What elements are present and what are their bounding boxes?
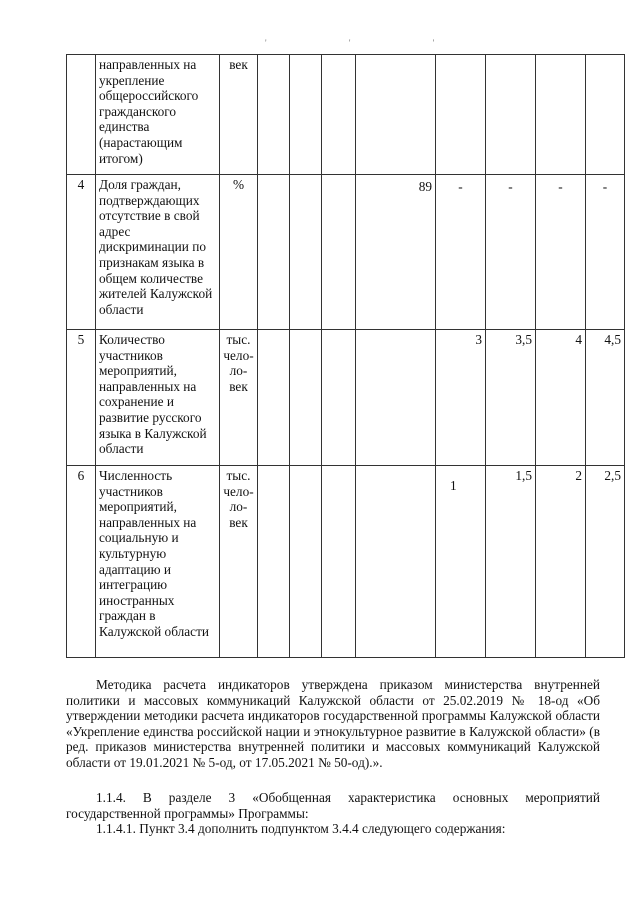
value-cell xyxy=(290,175,322,330)
table-row xyxy=(67,466,625,658)
section-paragraph xyxy=(66,790,600,837)
value-cell xyxy=(258,466,290,658)
value-cell xyxy=(322,175,356,330)
methodology-paragraph xyxy=(66,677,600,771)
value-cell xyxy=(322,466,356,658)
value-cell: 1,5 xyxy=(486,466,536,658)
value-cell xyxy=(536,55,586,175)
value-cell: 2 xyxy=(536,466,586,658)
table-row xyxy=(67,330,625,466)
value-cell: 1 xyxy=(436,466,486,658)
value-cell: - xyxy=(436,175,486,330)
row-number: 6 xyxy=(67,466,96,658)
value-cell: - xyxy=(536,175,586,330)
value-cell xyxy=(258,175,290,330)
row-number xyxy=(67,55,96,175)
scan-marks: ' ' ' xyxy=(265,38,475,48)
unit-cell: тыс. чело-ло-век xyxy=(220,466,258,658)
value-cell xyxy=(258,330,290,466)
value-cell xyxy=(290,466,322,658)
subsection-text: 1.1.4.1. Пункт 3.4 дополнить подпунктом 3.4.4 следующего содержания: xyxy=(96,821,506,837)
table-row xyxy=(67,175,625,330)
value-cell xyxy=(290,330,322,466)
value-cell xyxy=(356,55,436,175)
value-cell xyxy=(290,55,322,175)
value-cell: 2,5 xyxy=(586,466,625,658)
value-cell xyxy=(258,55,290,175)
value-cell: 3,5 xyxy=(486,330,536,466)
unit-cell: тыс. чело-ло-век xyxy=(220,330,258,466)
methodology-text: Методика расчета индикаторов утверждена приказом министерства внутренней политики и массовых коммуникаций Калужской области от 25.02.2019 № 18-од «Об утверждении методики расчета индикаторов государственной программы Калужской области «Укрепление единства российской нации и этнокультурное развитие в Калужской области» (в ред. приказов министерства внутренней политики и массовых коммуникаций Калужской области от 19.01.2021 № 5-од, от 17.05.2021 № 50-од).». xyxy=(66,677,600,770)
value-cell xyxy=(486,55,536,175)
value-cell xyxy=(356,466,436,658)
indicator-name: Количество участников мероприятий, направленных на сохранение и развитие русского языка в Калужской области xyxy=(96,330,220,466)
unit-cell: век xyxy=(220,55,258,175)
unit-cell: % xyxy=(220,175,258,330)
value-cell: 3 xyxy=(436,330,486,466)
section-text: 1.1.4. В разделе 3 «Обобщенная характеристика основных мероприятий государственной программы» Программы: xyxy=(66,790,600,821)
indicator-name: направленных на укрепление общероссийского гражданского единства (нарастающим итогом) xyxy=(96,55,220,175)
value-cell xyxy=(322,55,356,175)
value-cell: - xyxy=(586,175,625,330)
value-cell xyxy=(436,55,486,175)
value-cell: 4 xyxy=(536,330,586,466)
value-cell: 89 xyxy=(356,175,436,330)
indicators-table xyxy=(66,54,625,658)
value-cell: - xyxy=(486,175,536,330)
value-cell: 4,5 xyxy=(586,330,625,466)
row-number: 5 xyxy=(67,330,96,466)
value-cell xyxy=(322,330,356,466)
value-cell xyxy=(586,55,625,175)
value-cell xyxy=(356,330,436,466)
indicator-name: Доля граждан, подтверждающих отсутствие в свой адрес дискриминации по признакам языка в общем количестве жителей Калужской области xyxy=(96,175,220,330)
row-number: 4 xyxy=(67,175,96,330)
table-row xyxy=(67,55,625,175)
indicator-name: Численность участников мероприятий, направленных на социальную и культурную адаптацию и интеграцию иностранных граждан в Калужской области xyxy=(96,466,220,658)
